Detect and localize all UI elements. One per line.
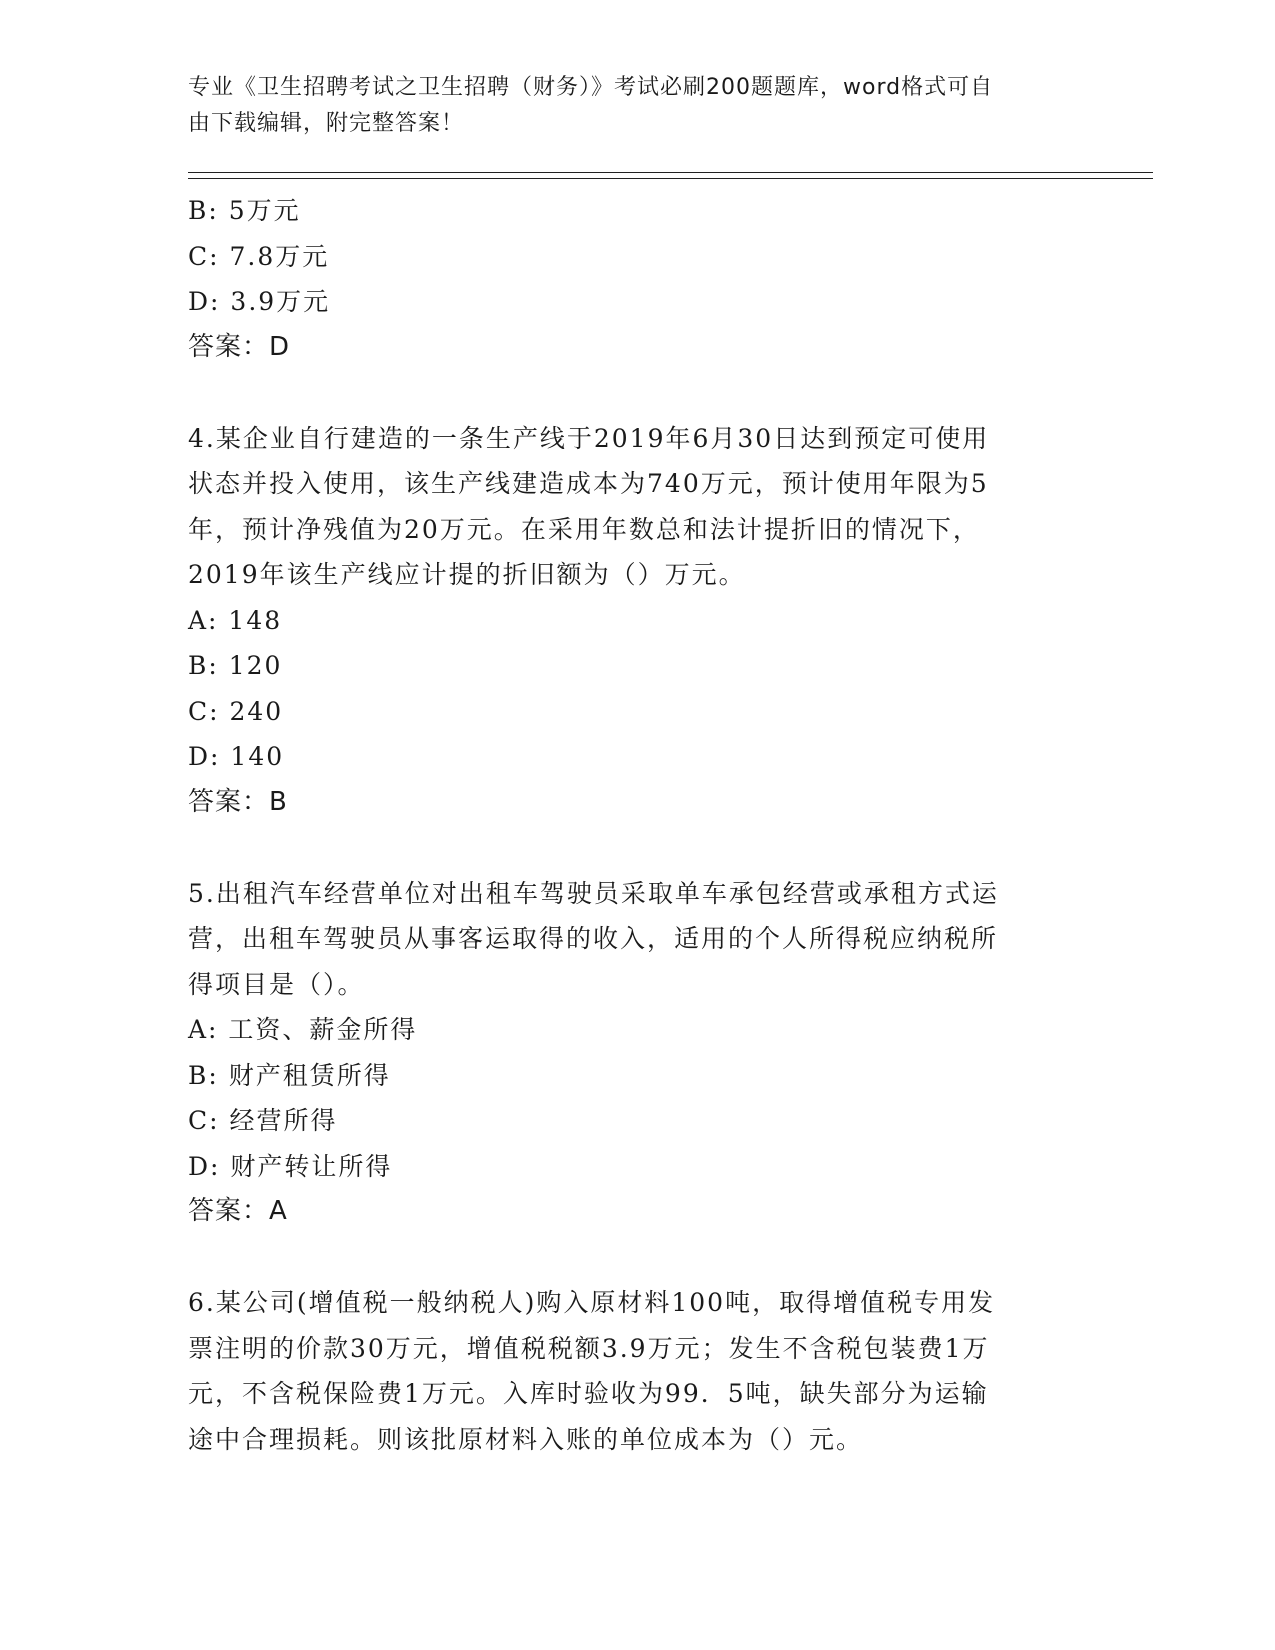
option-a: A: 工资、薪金所得: [188, 1015, 418, 1044]
option-d: D: 140: [188, 742, 285, 771]
option-b: B: 财产租赁所得: [188, 1060, 391, 1090]
question-stem-line: 6.某公司(增值税一般纳税人)购入原材料100吨，取得增值税专用发: [188, 1288, 996, 1317]
question-stem-line: 状态并投入使用，该生产线建造成本为740万元，预计使用年限为5: [188, 469, 989, 498]
question-stem-line: 4.某企业自行建造的一条生产线于2019年6月30日达到预定可使用: [188, 423, 990, 453]
spacer: [188, 1235, 1068, 1281]
answer: 答案：B: [188, 786, 288, 817]
question-3-tail: [188, 188, 1068, 370]
option-c: C: 7.8万元: [188, 241, 330, 271]
option-b: B: 5万元: [188, 196, 301, 225]
option-d: D: 3.9万元: [188, 287, 331, 316]
question-stem-line: 5.出租汽车经营单位对出租车驾驶员采取单车承包经营或承租方式运: [188, 878, 999, 908]
option-c: C: 经营所得: [188, 1106, 338, 1135]
option-a: A: 148: [188, 605, 283, 635]
spacer: [188, 825, 1068, 871]
question-5: [188, 871, 1068, 1235]
question-6: [188, 1280, 1068, 1462]
spacer: [188, 370, 1068, 416]
question-stem-line: 年，预计净残值为20万元。在采用年数总和法计提折旧的情况下，: [188, 514, 980, 544]
question-stem-line: 元，不含税保险费1万元。入库时验收为99．5吨，缺失部分为运输: [188, 1379, 989, 1408]
question-stem-line: 2019年该生产线应计提的折旧额为（）万元。: [188, 560, 746, 589]
answer: 答案：D: [188, 331, 291, 362]
header-line-1: 专业《卫生招聘考试之卫生招聘（财务）》考试必刷200题题库，word格式可自: [188, 75, 994, 100]
option-d: D: 财产转让所得: [188, 1151, 393, 1181]
question-stem-line: 营，出租车驾驶员从事客运取得的收入，适用的个人所得税应纳税所: [188, 924, 999, 953]
option-b: B: 120: [188, 651, 283, 680]
question-4: [188, 416, 1068, 826]
question-stem-line: 票注明的价款30万元，增值税税额3.9万元；发生不含税包装费1万: [188, 1333, 990, 1363]
document-header: [188, 70, 1068, 142]
header-line-2: 由下载编辑，附完整答案！: [188, 111, 465, 136]
question-stem-line: 得项目是（）。: [188, 969, 365, 999]
answer: 答案：A: [188, 1196, 288, 1226]
document-body: [188, 188, 1068, 1462]
question-stem-line: 途中合理损耗。则该批原材料入账的单位成本为（）元。: [188, 1424, 864, 1454]
header-divider-top: [188, 172, 1153, 173]
header-divider-bottom: [188, 178, 1153, 179]
option-c: C: 240: [188, 696, 284, 726]
